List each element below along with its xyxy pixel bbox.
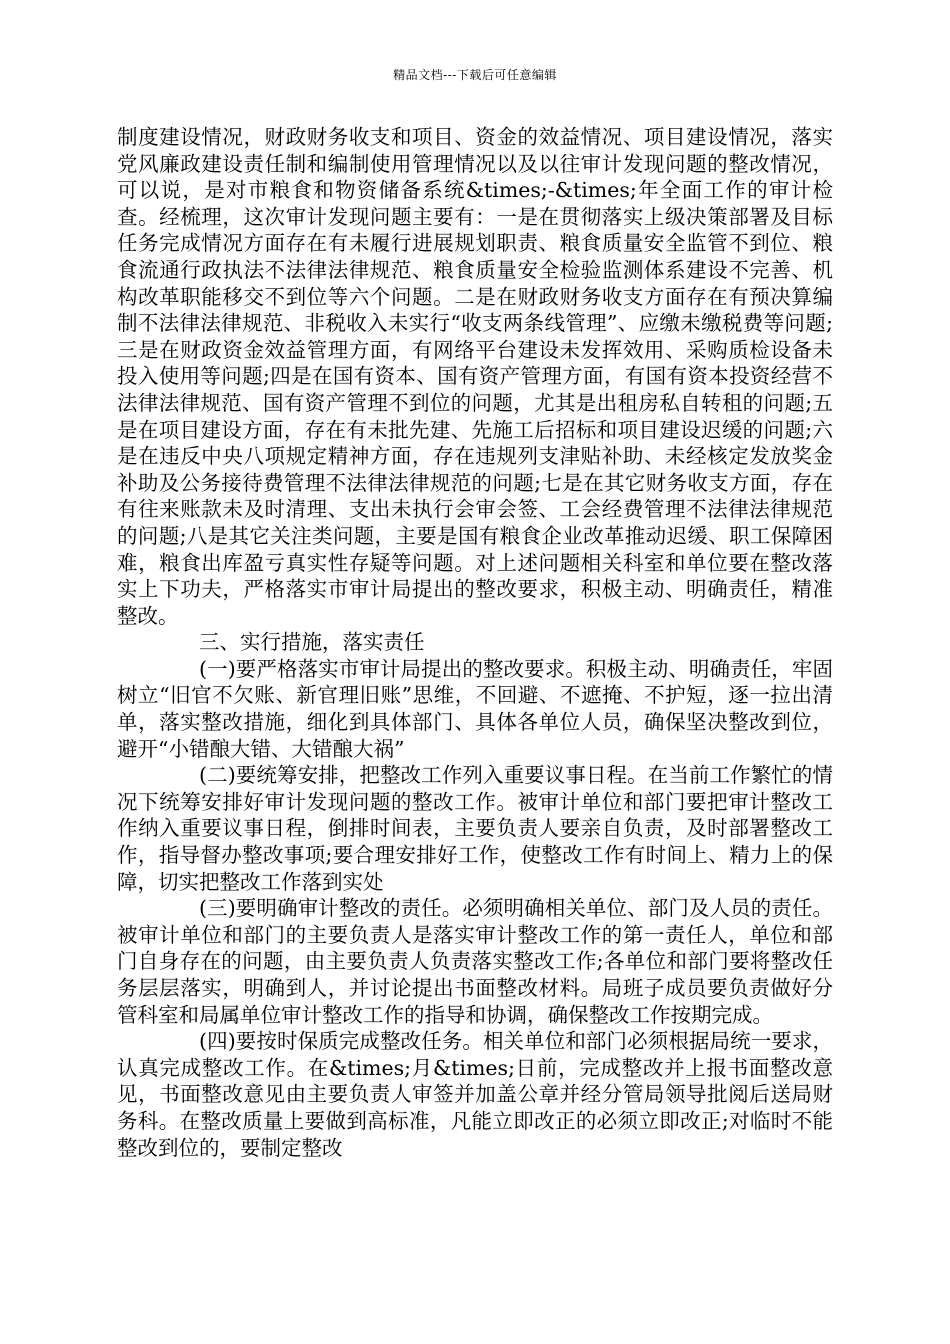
paragraph-measure-4: (四)要按时保质完成整改任务。相关单位和部门必须根据局统一要求，认真完成整改工作。在&times;月&times;日前，完成整改并上报书面整改意见，书面整改意见由主要负责人审签并加盖公章并经分管局领导批阅后送局财务科。在整改质量上要做到高标准，凡能立即改正的必须立即改正;对临时不能整改到位的，要制定整改: [117, 1029, 833, 1160]
section-heading-measures: 三、实行措施，落实责任: [199, 630, 425, 655]
paragraph-measure-1: (一)要严格落实市审计局提出的整改要求。积极主动、明确责任，牢固树立“旧官不欠账、新官理旧账”思维，不回避、不遮掩、不护短，逐一拉出清单，落实整改措施，细化到具体部门、具体各单位人员，确保坚决整改到位，避开“小错酿大错、大错酿大祸”: [117, 656, 833, 761]
page-header: 精品文档---下载后可任意编辑: [393, 68, 557, 82]
paragraph-audit-findings: 制度建设情况，财政财务收支和项目、资金的效益情况、项目建设情况，落实党风廉政建设责任制和编制使用管理情况以及以往审计发现问题的整改情况，可以说，是对市粮食和物资储备系统&times;-&times;年全面工作的审计检查。经梳理，这次审计发现问题主要有：一是在贯彻落实上级决策部署及目标任务完成情况方面存在有未履行进展规划职责、粮食质量安全监管不到位、粮食流通行政执法不法律法律规范、粮食质量安全检验监测体系建设不完善、机构改革职能移交不到位等六个问题。二是在财政财务收支方面存在有预决算编制不法律法律规范、非税收入未实行“收支两条线管理”、应缴未缴税费等问题;三是在财政资金效益管理方面，有网络平台建设未发挥效用、采购质检设备未投入使用等问题;四是在国有资本、国有资产管理方面，有国有资本投资经营不法律法律规范、国有资产管理不到位的问题，尤其是出租房私自转租的问题;五是在项目建设方面，存在有未批先建、先施工后招标和项目建设迟缓的问题;六是在违反中央八项规定精神方面，存在违规列支津贴补助、未经核定发放奖金补助及公务接待费管理不法律法律规范的问题;七是在其它财务收支方面，存在有往来账款未及时清理、支出未执行会审会签、工会经费管理不法律法律规范的问题;八是其它关注类问题，主要是国有粮食企业改革推动迟缓、职工保障困难，粮食出库盈亏真实性存疑等问题。对上述问题相关科室和单位要在整改落实上下功夫，严格落实市审计局提出的整改要求，积极主动、明确责任，精准整改。: [117, 125, 833, 628]
document-body: [117, 124, 833, 1161]
paragraph-measure-3: (三)要明确审计整改的责任。必须明确相关单位、部门及人员的责任。被审计单位和部门的主要负责人是落实审计整改工作的第一责任人，单位和部门自身存在的问题，由主要负责人负责落实整改工作;各单位和部门要将整改任务层层落实，明确到人，并讨论提出书面整改材料。局班子成员要负责做好分管科室和局属单位审计整改工作的指导和协调，确保整改工作按期完成。: [117, 896, 833, 1027]
paragraph-measure-2: (二)要统筹安排，把整改工作列入重要议事日程。在当前工作繁忙的情况下统筹安排好审计发现问题的整改工作。被审计单位和部门要把审计整改工作纳入重要议事日程，倒排时间表，主要负责人要亲自负责，及时部署整改工作，指导督办整改事项;要合理安排好工作，使整改工作有时间上、精力上的保障，切实把整改工作落到实处: [117, 763, 833, 894]
